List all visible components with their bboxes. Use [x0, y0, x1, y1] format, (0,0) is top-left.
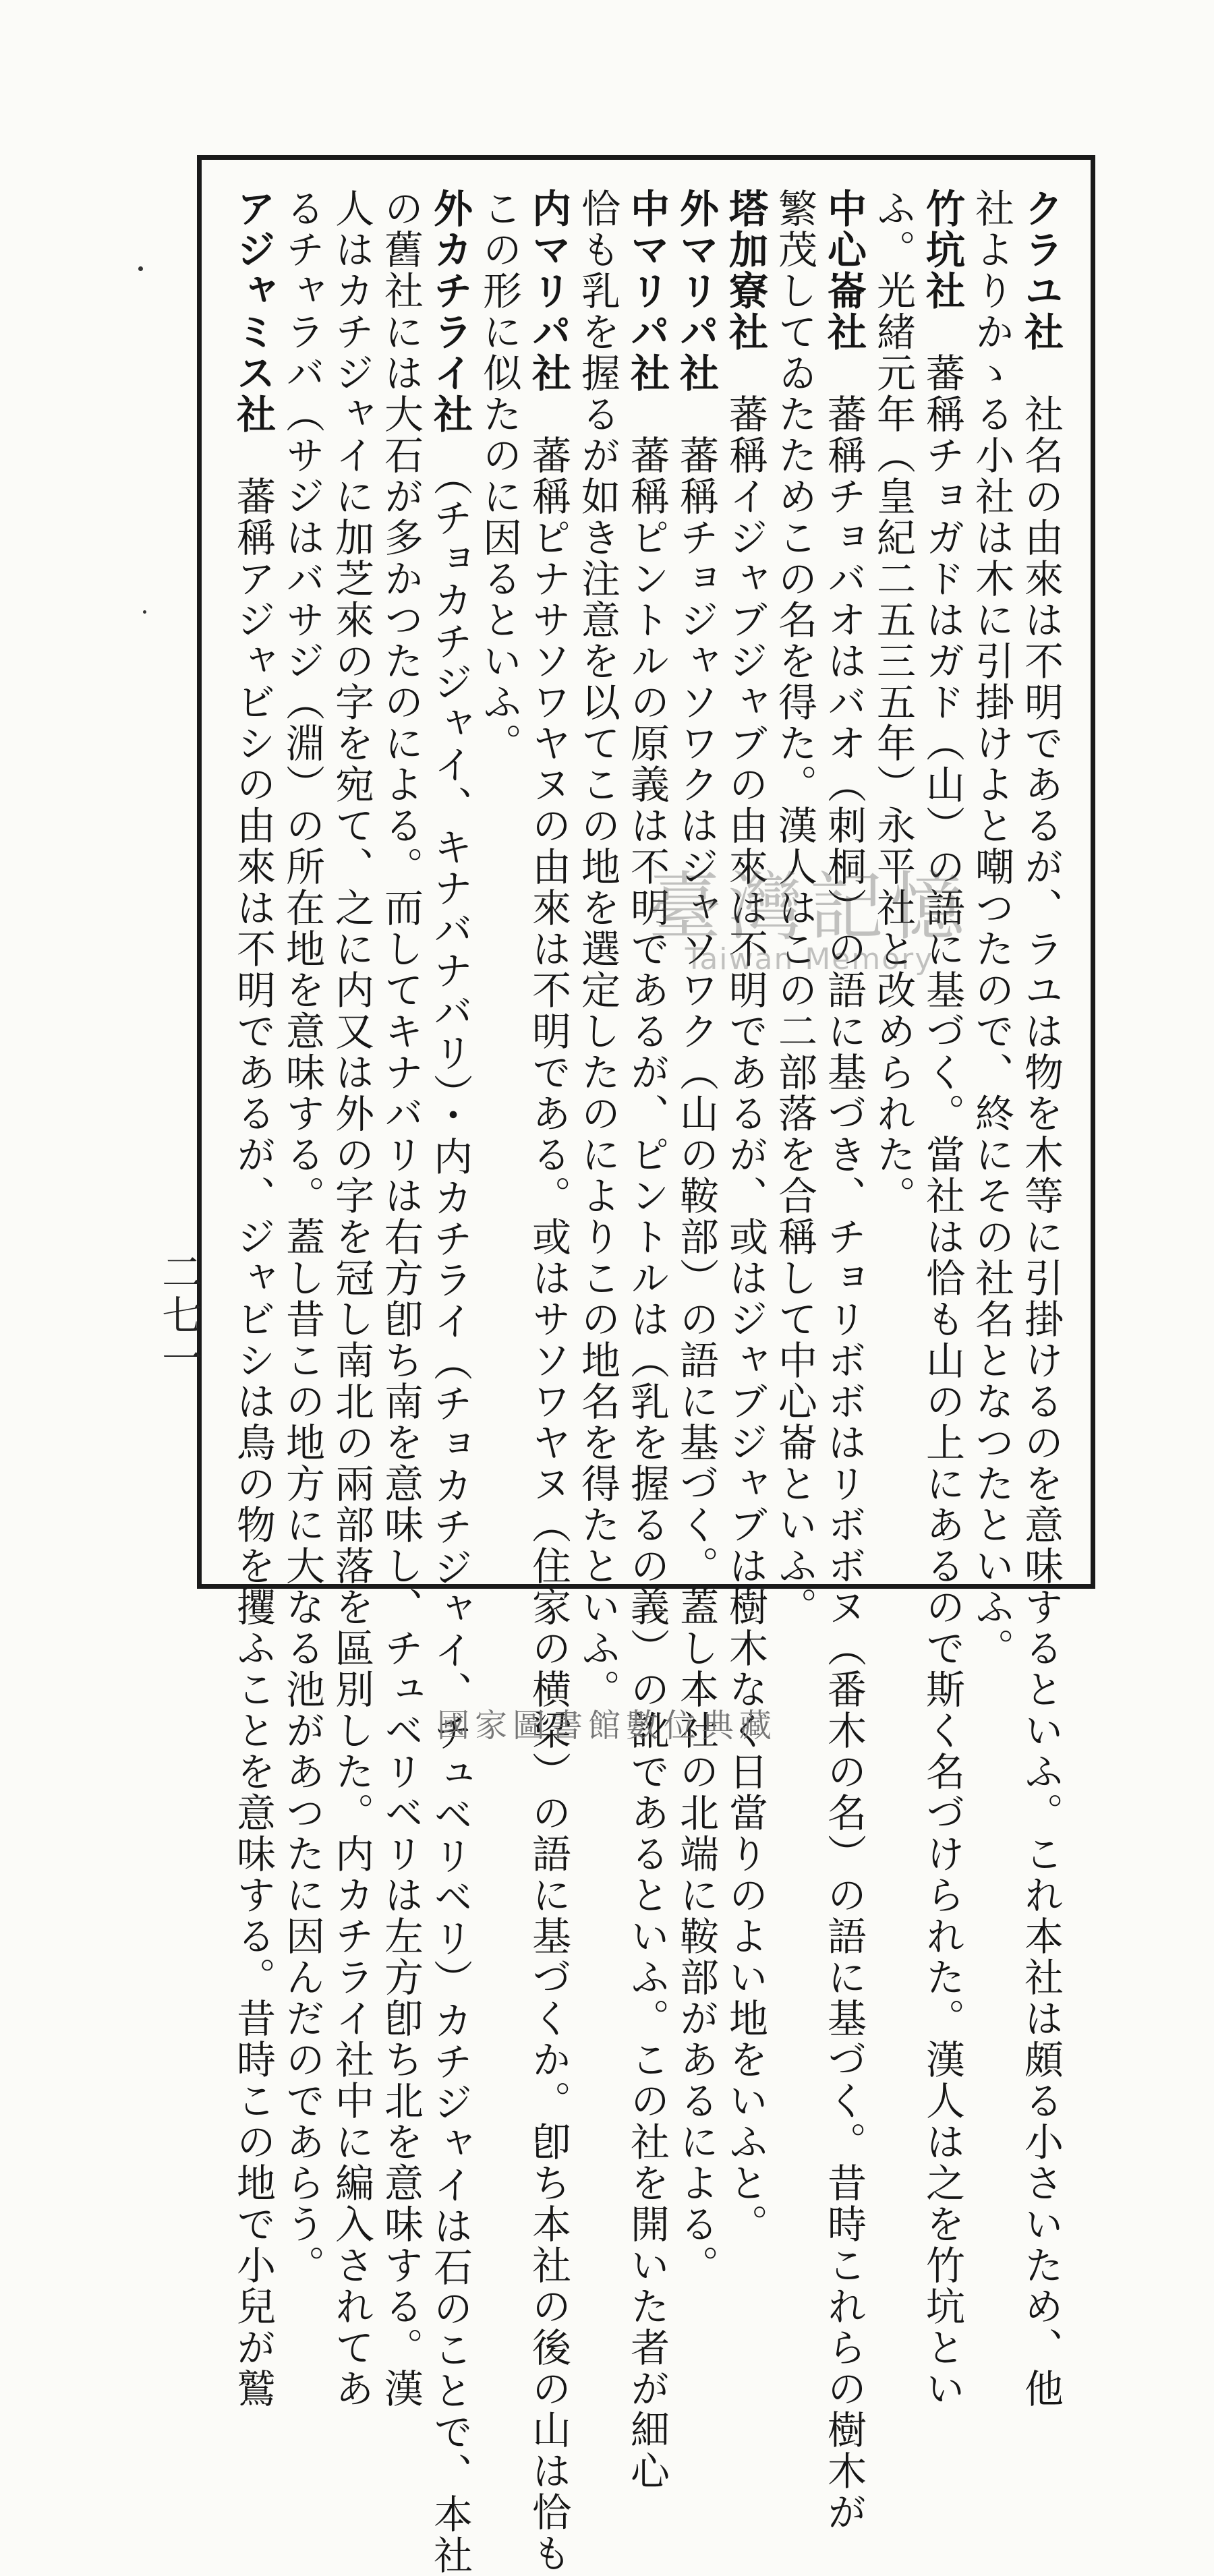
- text-line: [720, 188, 770, 2245]
- scan-speck: [138, 266, 143, 271]
- footer-caption: 國家圖書館數位典藏: [436, 1707, 777, 1745]
- entry-text: 蕃稱ピントルの原義は不明であるが、ピントルは（乳を握るの義）の訛であるといふ。この社を開いた者が細心: [624, 435, 670, 2492]
- entry-text: （チョカチジャイ、キナバナバリ）・内カチライ（チョカチジャイ、チュベリベリ）カチジャイは石のことで、本社: [427, 476, 473, 2576]
- text-line: [474, 188, 523, 1564]
- entry-text: 人はカチジャイに加芝來の字を宛て、之に内又は外の字を冠し南北の兩部落を區別した。内カチライ社中に編入されてあ: [328, 188, 374, 2409]
- entry-heading: 外カチライ社: [427, 188, 473, 435]
- scan-speck: [143, 610, 146, 614]
- text-line: [523, 188, 573, 2574]
- entry-text: の舊社には大石が多かつたのによる。而してキナバリは右方卽ち南を意味し、チュベリベリは左方卽ち北を意味する。漢: [378, 188, 424, 2409]
- entry-text: 恰も乳を握るが如き注意を以てこの地を選定したのによりこの地名を得たといふ。: [575, 188, 620, 1710]
- text-line: [770, 188, 819, 1628]
- entry-text: 蕃稱ピナサソワヤヌの由來は不明である。或はサソワヤヌ（住家の横梁）の語に基づくか。卽ち本社の後の山は恰も: [525, 435, 571, 2574]
- entry-text: ふ。光緒元年（皇紀二五三五年）永平社と改められた。: [870, 188, 916, 1217]
- entry-text: 社名の由來は不明であるが、ラユは物を木等に引掛けるのを意味するといふ。これ本社は頗る小さいため、他: [1018, 394, 1064, 2409]
- text-line: [966, 188, 1016, 1669]
- entry-heading: 中心崙社: [821, 188, 867, 353]
- entry-text: 蕃稱チョバオはバオ（刺桐）の語に基づき、チョリボボはリボボヌ（番木の名）の語に基づく。昔時これらの樹木が: [821, 394, 867, 2533]
- entry-heading: 竹坑社: [919, 188, 965, 312]
- text-line: [917, 188, 966, 2409]
- page-number: 二七一: [155, 1251, 202, 1380]
- text-line: [1016, 188, 1065, 2409]
- entry-text: 社よりかゝる小社は木に引掛けよと嘲つたので、終にその社名となつたといふ。: [969, 188, 1014, 1669]
- entry-heading: クラユ社: [1018, 188, 1064, 353]
- entry-text: 蕃稱チョジャソワクはジャソワク（山の鞍部）の語に基づく。蓋し本社の北端に鞍部があるによる。: [673, 435, 719, 2286]
- text-line: [622, 188, 671, 2492]
- text-line: [573, 188, 622, 1710]
- entry-text: 蕃稱イジャブジャブの由來は不明であるが、或はジャブジャブは樹木なく日當りのよい地をいふと。: [722, 394, 768, 2245]
- entry-text: 繁茂してゐたためこの名を得た。漢人はこの二部落を合稱して中心崙といふ。: [772, 188, 817, 1628]
- entry-heading: 中マリパ社: [624, 188, 670, 394]
- text-line: [277, 188, 326, 2286]
- text-line: [376, 188, 425, 2409]
- text-line: [671, 188, 720, 2286]
- watermark-english: Taiwan Memory: [685, 942, 934, 976]
- entry-heading: 内マリパ社: [525, 188, 571, 394]
- entry-text: 蕃稱チョガドはガド（山）の語に基づく。當社は恰も山の上にあるので斯く名づけられた。漢人は之を竹坑とい: [919, 353, 965, 2409]
- watermark-chinese: 臺灣記憶: [647, 864, 971, 950]
- entry-heading: 外マリパ社: [673, 188, 719, 394]
- entry-heading: アジャミス社: [230, 188, 276, 435]
- text-line: [228, 188, 277, 2409]
- entry-text: 蕃稱アジャビシの由來は不明であるが、ジャビシは鳥の物を攫ふことを意味する。昔時この地で小兒が鷲: [230, 476, 276, 2409]
- entry-text: るチャラバ（サジはバサジ（淵）の所在地を意味する。蓋し昔この地方に大なる池があつたに因んだのであらう。: [279, 188, 325, 2286]
- text-line: [868, 188, 917, 1564]
- text-line: [425, 188, 474, 2576]
- text-line: [326, 188, 376, 2409]
- entry-text: この形に似たのに因るといふ。: [476, 188, 522, 764]
- text-line: [819, 188, 868, 2533]
- entry-heading: 塔加寮社: [722, 188, 768, 353]
